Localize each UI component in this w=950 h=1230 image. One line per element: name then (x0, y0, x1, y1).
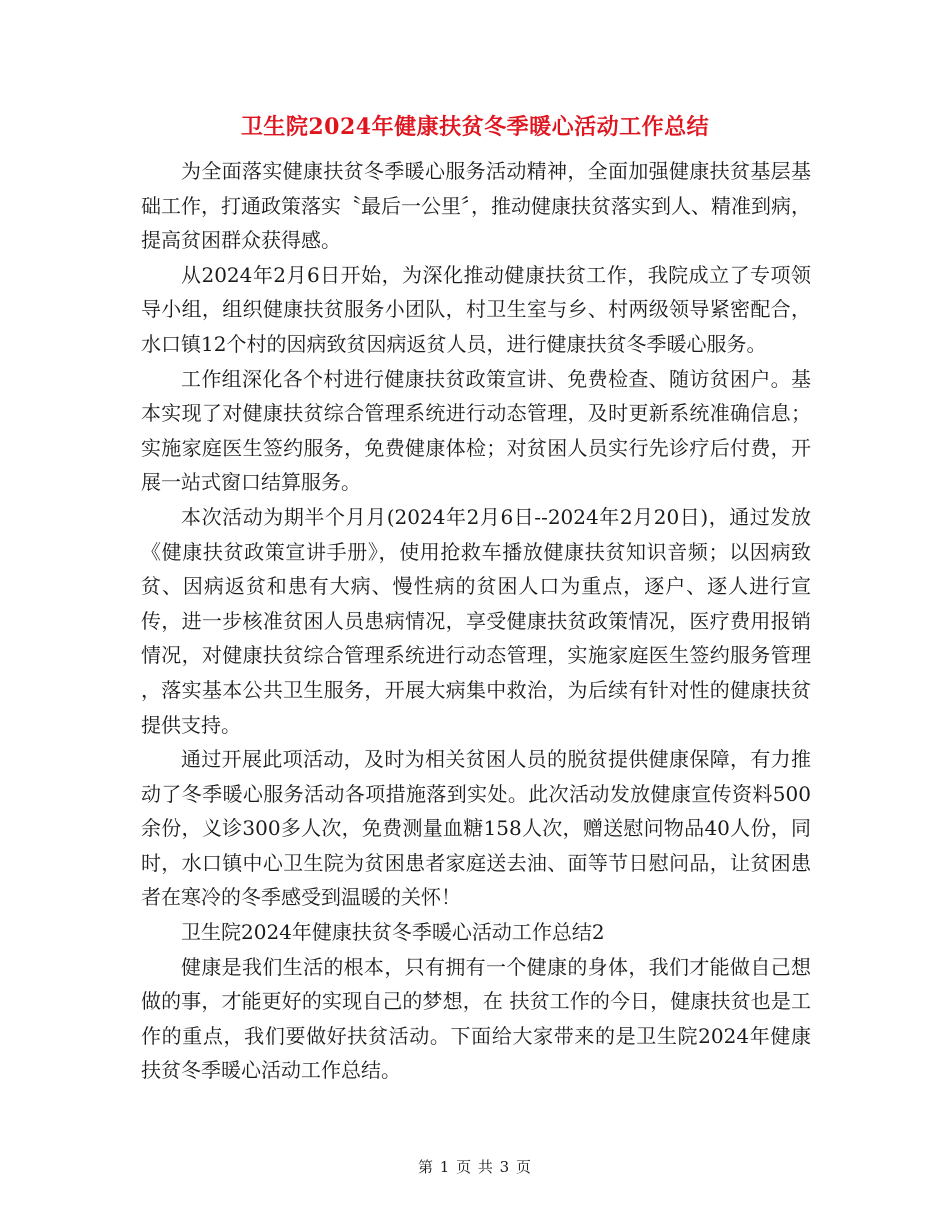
paragraph: 工作组深化各个村进行健康扶贫政策宣讲、免费检查、随访贫困户。基本实现了对健康扶贫综合管理系统进行动态管理，及时更新系统准确信息；实施家庭医生签约服务，免费健康体检；对贫困人员实行先诊疗后付费，开展一站式窗口结算服务。 (141, 366, 811, 495)
document-body (141, 154, 811, 1088)
paragraph: 通过开展此项活动，及时为相关贫困人员的脱贫提供健康保障，有力推动了冬季暖心服务活动各项措施落到实处。此次活动发放健康宣传资料500余份，义诊300多人次，免费测量血糖158人次，赠送慰问物品40人份，同时，水口镇中心卫生院为贫困患者家庭送去油、面等节日慰问品，让贫困患者在寒冷的冬季感受到温暖的关怀！ (141, 747, 811, 910)
section-heading: 卫生院2024年健康扶贫冬季暖心活动工作总结2 (181, 920, 605, 945)
paragraph: 从2024年2月6日开始，为深化推动健康扶贫工作，我院成立了专项领导小组，组织健康扶贫服务小团队，村卫生室与乡、村两级领导紧密配合，水口镇12个村的因病致贫因病返贫人员，进行健康扶贫冬季暖心服务。 (141, 262, 811, 356)
paragraph: 本次活动为期半个月月(2024年2月6日--2024年2月20日)，通过发放《健康扶贫政策宣讲手册》，使用抢救车播放健康扶贫知识音频；以因病致贫、因病返贫和患有大病、慢性病的贫困人口为重点，逐户、逐人进行宣传，进一步核准贫困人员患病情况，享受健康扶贫政策情况，医疗费用报销情况，对健康扶贫综合管理系统进行动态管理，实施家庭医生签约服务管理 ，落实基本公共卫生服务，开展大病集中救治，为后续有针对性的健康扶贫提供支持。 (141, 504, 811, 737)
paragraph: 为全面落实健康扶贫冬季暖心服务活动精神，全面加强健康扶贫基层基础工作，打通政策落实〝最后一公里〞，推动健康扶贫落实到人、精准到病，提高贫困群众获得感。 (141, 159, 811, 253)
document-title: 卫生院2024年健康扶贫冬季暖心活动工作总结 (240, 114, 710, 140)
paragraph: 健康是我们生活的根本，只有拥有一个健康的身体，我们才能做自己想做的事，才能更好的实现自己的梦想，在 扶贫工作的今日，健康扶贫也是工作的重点，我们要做好扶贫活动。下面给大家带来的是卫生院2024年健康扶贫冬季暖心活动工作总结。 (141, 954, 811, 1083)
page-number-footer: 第 1 页 共 3 页 (418, 1158, 532, 1176)
